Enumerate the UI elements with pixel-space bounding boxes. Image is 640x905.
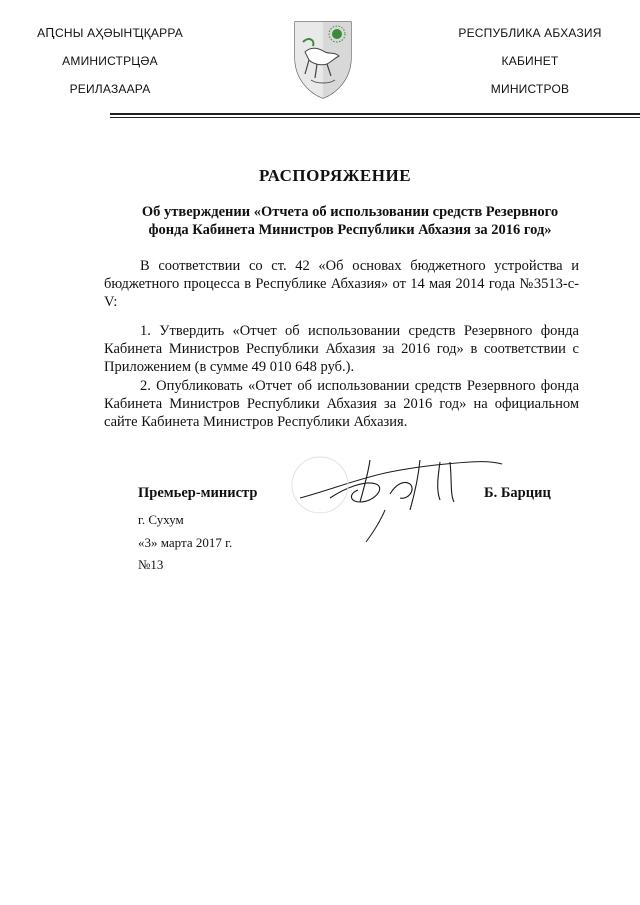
state-emblem-icon [291, 18, 355, 100]
header-right-block [430, 22, 630, 106]
header-right-line-3: МИНИСТРОВ [490, 82, 570, 96]
item-1-paragraph: 1. Утвердить «Отчет об использовании средств Резервного фонда Кабинета Министров Республики Абхазия за 2016 год» в соответствии с Приложением (в сумме 49 010 648 руб.). [104, 323, 579, 375]
header-right-line-2: КАБИНЕТ [501, 54, 559, 68]
header-divider-thin [110, 117, 640, 118]
signatory-name: Б. Барциц [484, 485, 551, 501]
item-2-paragraph: 2. Опубликовать «Отчет об использовании средств Резервного фонда Кабинета Министров Республики Абхазия за 2016 год» на официальном сайте Кабинета Министров Республики Абхазия. [104, 378, 579, 430]
header-left-line-1: АԤСНЫ АҲӘЫНҴҚАРРА [37, 26, 183, 40]
handwritten-signature-icon [290, 450, 510, 550]
issue-date: «3» марта 2017 г. [138, 535, 233, 550]
header-left-line-2: АМИНИСТРЦӘА [62, 54, 158, 68]
preamble-paragraph: В соответствии со ст. 42 «Об основах бюджетного устройства и бюджетного процесса в Республике Абхазия» от 14 мая 2014 года №3513-с-V: [104, 258, 579, 310]
header-divider-thick [110, 113, 640, 115]
signatory-position: Премьер-министр [138, 485, 258, 501]
issue-city: г. Сухум [138, 512, 184, 527]
document-title: РАСПОРЯЖЕНИЕ [258, 166, 412, 185]
header-left-block [10, 22, 210, 106]
header-left-line-3: РЕИЛАЗААРА [69, 82, 151, 96]
document-subtitle: Об утверждении «Отчета об использовании средств Резервного фонда Кабинета Министров Республики Абхазия за 2016 год» [141, 204, 559, 238]
document-number: №13 [138, 557, 164, 572]
header-right-line-1: РЕСПУБЛИКА АБХАЗИЯ [458, 26, 602, 40]
